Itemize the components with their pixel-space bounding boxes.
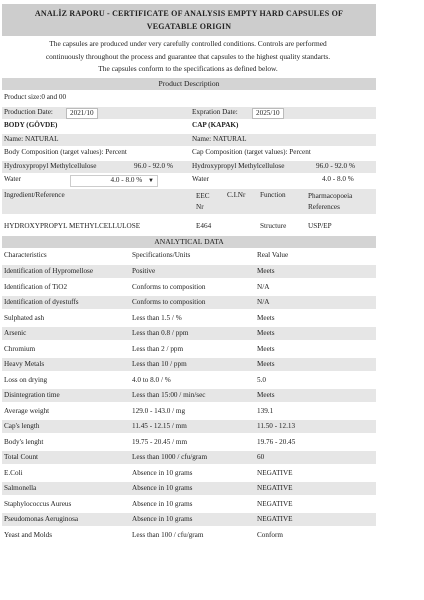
specification-cell: 4.0 to 8.0 / % — [132, 375, 171, 384]
real-value-cell: Meets — [257, 313, 275, 322]
specification-cell: Less than 10 / ppm — [132, 360, 187, 368]
characteristic-cell: Heavy Metals — [4, 360, 45, 368]
characteristic-cell: Yeast and Molds — [4, 530, 52, 539]
pharma-header-line-1: Pharmacopoeia — [308, 192, 353, 200]
characteristic-cell: Staphylococcus Aureus — [4, 499, 72, 508]
specification-cell: Absence in 10 grams — [132, 515, 193, 523]
specification-cell: Less than 0.8 / ppm — [132, 329, 189, 337]
production-date-value: 2021/10 — [66, 108, 98, 119]
table-row — [2, 358, 376, 371]
characteristic-cell: Pseudomonas Aeruginosa — [4, 515, 79, 523]
eec-header-line-1: EEC — [196, 192, 210, 200]
component-titles-row — [2, 121, 376, 132]
table-row — [2, 482, 376, 495]
production-date-label: Production Date: — [4, 108, 53, 116]
expiration-date-label: Expration Date: — [192, 108, 238, 116]
table-row — [2, 265, 376, 278]
table-row — [2, 374, 376, 387]
water-row — [2, 175, 376, 187]
characteristic-cell: E.Coli — [4, 468, 23, 477]
expiration-date-value: 2025/10 — [252, 108, 284, 119]
table-row — [2, 389, 376, 402]
ingredient-name: HYDROXYPROPYL METHYLCELLULOSE — [4, 222, 141, 230]
body-water-value: 4.0 - 8.0 % — [110, 176, 143, 184]
intro-text — [0, 38, 376, 76]
table-row — [2, 529, 376, 542]
intro-line-2: continuously throughout the process and guarantee that capsules to the highest quality standarts. — [45, 51, 331, 61]
specification-cell: Less than 15:00 / min/sec — [132, 391, 206, 399]
analytical-header-row — [2, 251, 376, 263]
real-value-cell: Meets — [257, 360, 275, 368]
specification-cell: Absence in 10 grams — [132, 499, 193, 508]
eec-header-line-2: Nr — [196, 203, 204, 211]
pharma-header-line-2: References — [308, 203, 340, 211]
specification-cell: Less than 2 / ppm — [132, 344, 184, 353]
characteristic-cell: Chromium — [4, 344, 36, 353]
real-value-cell: NEGATIVE — [257, 499, 293, 508]
cap-name: Name: NATURAL — [192, 135, 247, 143]
body-water-label: Water — [4, 175, 21, 183]
real-value-header: Real Value — [257, 251, 289, 259]
characteristic-cell: Loss on drying — [4, 375, 48, 384]
specification-cell: Conforms to composition — [132, 282, 206, 291]
intro-line-3: The capsules conform to the specifications as defined below. — [98, 64, 278, 73]
specification-cell: Absence in 10 grams — [132, 484, 193, 492]
real-value-cell: NEGATIVE — [257, 468, 293, 477]
real-value-cell: NEGATIVE — [257, 484, 293, 492]
table-row — [2, 467, 376, 480]
table-row — [2, 312, 376, 325]
body-water-select — [70, 175, 158, 187]
real-value-cell: Meets — [257, 391, 275, 399]
real-value-cell: 5.0 — [257, 375, 266, 384]
product-description-title: Product Description — [2, 78, 376, 90]
characteristic-cell: Cap's length — [4, 422, 40, 430]
table-row — [2, 281, 376, 294]
analytical-data-title: ANALYTICAL DATA — [2, 236, 376, 248]
ingredient-pharma: USP/EP — [308, 222, 332, 230]
cap-title: CAP (KAPAK) — [192, 121, 239, 129]
characteristic-cell: Total Count — [4, 453, 39, 461]
table-row — [2, 420, 376, 433]
characteristic-cell: Identification of dyestuffs — [4, 298, 79, 306]
specification-cell: 19.75 - 20.45 / mm — [132, 437, 188, 446]
cap-water-label: Water — [192, 175, 209, 183]
real-value-cell: 60 — [257, 453, 265, 461]
function-header: Function — [260, 191, 286, 199]
dates-row — [2, 107, 376, 119]
table-row — [2, 513, 376, 526]
table-row — [2, 343, 376, 356]
body-composition: Body Composition (target values): Percent — [4, 148, 127, 156]
cap-hpmc-label: Hydroxypropyl Methylcellulose — [192, 162, 285, 170]
characteristic-cell: Average weight — [4, 406, 50, 415]
table-row — [2, 498, 376, 511]
specification-cell: Less than 1000 / cfu/gram — [132, 453, 208, 461]
ingredient-header: Ingredient/Reference — [4, 191, 65, 199]
title-line-2: VEGATABLE ORIGIN — [146, 22, 232, 31]
characteristic-cell: Sulphated ash — [4, 313, 45, 322]
specification-cell: Less than 1.5 / % — [132, 313, 182, 322]
table-row — [2, 451, 376, 464]
characteristic-cell: Identification of Hypromellose — [4, 267, 94, 275]
chevron-down-icon: ▼ — [148, 178, 154, 184]
specification-cell: Less than 100 / cfu/gram — [132, 530, 204, 539]
specification-cell: Positive — [132, 267, 156, 275]
real-value-cell: Meets — [257, 344, 275, 353]
table-row — [2, 296, 376, 309]
ingredient-eec: E464 — [196, 222, 212, 230]
names-row — [2, 134, 376, 146]
specification-cell: 11.45 - 12.15 / mm — [132, 422, 187, 430]
cap-composition: Cap Composition (target values): Percent — [192, 148, 311, 156]
cinr-header: C.I.Nr — [227, 191, 246, 199]
real-value-cell: Conform — [257, 530, 283, 539]
pharma-header — [308, 191, 352, 213]
table-row — [2, 436, 376, 449]
cap-water-value: 4.0 - 8.0 % — [322, 175, 354, 183]
body-name: Name: NATURAL — [4, 135, 59, 143]
real-value-cell: Meets — [257, 267, 275, 275]
composition-row — [2, 148, 376, 159]
specifications-header: Specifications/Units — [132, 251, 191, 259]
table-row — [2, 405, 376, 418]
body-hpmc-label: Hydroxypropyl Methylcellulose — [4, 162, 97, 170]
specification-cell: Absence in 10 grams — [132, 468, 193, 477]
real-value-cell: Meets — [257, 329, 275, 337]
real-value-cell: 11.50 - 12.13 — [257, 422, 296, 430]
hpmc-row — [2, 161, 376, 173]
real-value-cell: NEGATIVE — [257, 515, 293, 523]
cap-hpmc-value: 96.0 - 92.0 % — [316, 162, 355, 170]
body-title: BODY (GÖVDE) — [4, 121, 58, 129]
characteristics-header: Characteristics — [4, 251, 47, 259]
certificate-title — [2, 4, 376, 36]
intro-line-1: The capsules are produced under very carefully controlled conditions. Controls are performed — [49, 39, 327, 48]
body-hpmc-value: 96.0 - 92.0 % — [134, 162, 173, 170]
ingredient-row — [2, 222, 376, 234]
product-size: Product size:0 and 00 — [4, 93, 67, 101]
characteristic-cell: Body's lenght — [4, 437, 44, 446]
specification-cell: Conforms to composition — [132, 298, 206, 306]
product-size-row — [2, 93, 376, 104]
real-value-cell: N/A — [257, 282, 270, 291]
ingredient-function: Structure — [260, 222, 287, 230]
real-value-cell: 139.1 — [257, 406, 274, 415]
eec-header — [196, 191, 210, 213]
real-value-cell: N/A — [257, 298, 270, 306]
characteristic-cell: Disintegration time — [4, 391, 60, 399]
ingredient-header-row — [2, 189, 376, 214]
characteristic-cell: Identification of TiO2 — [4, 282, 68, 291]
characteristic-cell: Arsenic — [4, 329, 27, 337]
specification-cell: 129.0 - 143.0 / mg — [132, 406, 186, 415]
real-value-cell: 19.76 - 20.45 — [257, 437, 296, 446]
table-row — [2, 327, 376, 340]
title-line-1: ANALİZ RAPORU - CERTIFICATE OF ANALYSIS EMPTY HARD CAPSULES OF — [34, 9, 344, 18]
characteristic-cell: Salmonella — [4, 484, 37, 492]
